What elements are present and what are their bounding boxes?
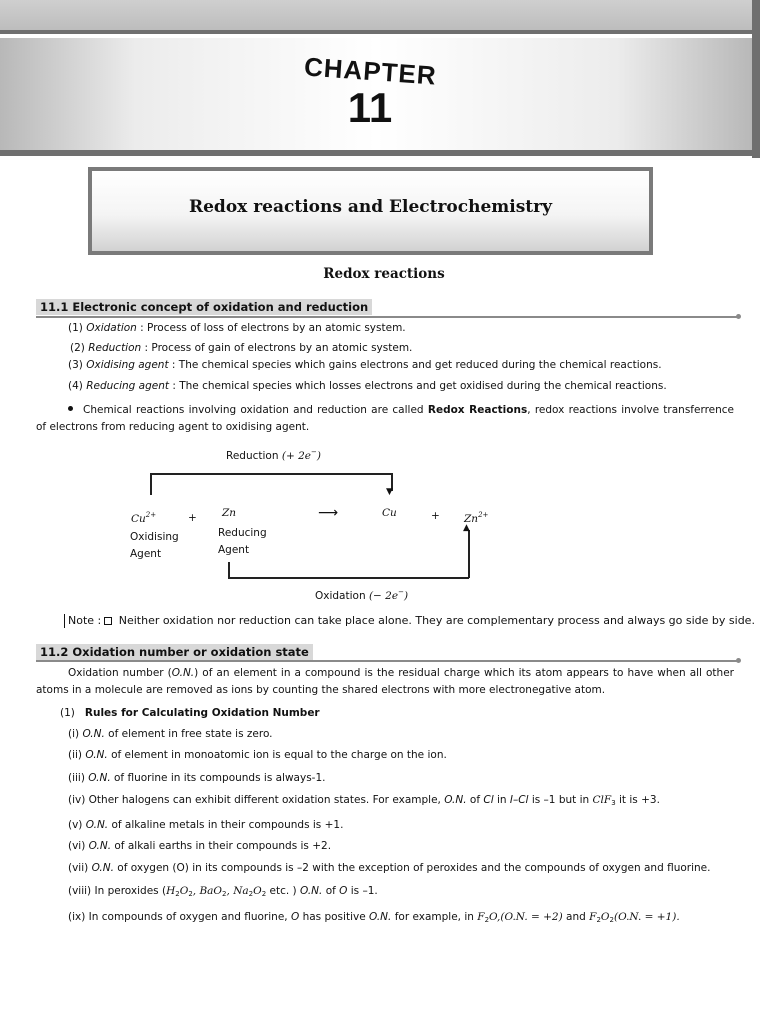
reducing-agent-label: Reducing Agent	[218, 527, 267, 556]
rule-item: (i) O.N. of element in free state is zero.	[68, 728, 273, 740]
section-subheading: Redox reactions	[323, 266, 445, 282]
plus-sign: +	[188, 512, 197, 524]
arrow-up-icon: ▲	[463, 523, 470, 533]
oxidation-bracket-right	[468, 530, 470, 578]
oxidation-bracket-bottom	[228, 577, 469, 579]
reaction-arrow-icon: ⟶	[318, 505, 339, 521]
cu-atom: Cu	[382, 507, 397, 519]
definition-item: (2) Reduction : Process of gain of electrons by an atomic system.	[70, 342, 413, 354]
rule-item: (iii) O.N. of fluorine in its compounds is always-1.	[68, 772, 326, 784]
plus-sign: +	[431, 510, 440, 522]
cu-ion: $Cu^{2+}$	[131, 511, 157, 525]
chapter-number: 11	[347, 84, 393, 131]
band-bottom-rule	[0, 150, 760, 156]
chapter-label: CHAPTER	[302, 51, 438, 91]
chapter-title: Redox reactions and Electrochemistry	[188, 197, 552, 217]
zn-ion: $Zn^{2+}$	[464, 511, 489, 525]
bullet-icon	[68, 406, 73, 411]
section-rule	[36, 660, 738, 662]
note: Note : Neither oxidation nor reduction can take place alone. They are complementary process and always go side by side.	[64, 614, 755, 628]
oxidation-number-definition: Oxidation number (O.N.) of an element in a compound is the residual charge which its atom appears to have when all other atoms in a molecule are removed as ions by counting the shared electrons with more electronegative atom.	[36, 667, 734, 696]
rule-item: (ix) In compounds of oxygen and fluorine, O has positive O.N. for example, in $F_2O,(O.N$. = +2) and $F_2O_2(O.N$. = +1).	[68, 911, 680, 924]
band-edge	[752, 0, 760, 158]
section-heading-11-1: 11.1 Electronic concept of oxidation and reduction	[36, 299, 372, 315]
definition-item: (1) Oxidation : Process of loss of electrons by an atomic system.	[68, 322, 406, 334]
definition-item: (3) Oxidising agent : The chemical species which gains electrons and get reduced during the chemical reactions.	[68, 359, 662, 371]
reduction-label: Reduction (+ 2e−)	[226, 448, 321, 462]
definition-item: (4) Reducing agent : The chemical species which losses electrons and get oxidised during the chemical reactions.	[68, 380, 667, 392]
section-heading-11-2: 11.2 Oxidation number or oxidation state	[36, 644, 313, 660]
rule-item: (vii) O.N. of oxygen (O) in its compounds is –2 with the exception of peroxides and the compounds of oxygen and fluorine.	[68, 862, 711, 874]
arrow-down-icon: ▼	[386, 487, 393, 497]
oxidising-agent-label: Oxidising Agent	[130, 531, 179, 560]
rule-item: (v) O.N. of alkaline metals in their compounds is +1.	[68, 819, 344, 831]
rule-item: (viii) In peroxides ($H_2O_2$, BaO$_2$, $Na_2O_2$ etc. ) O.N. of O is –1.	[68, 885, 378, 898]
reduction-bracket-left	[150, 473, 152, 495]
rule-item: (ii) O.N. of element in monoatomic ion is equal to the charge on the ion.	[68, 749, 447, 761]
rule-item: (iv) Other halogens can exhibit different oxidation states. For example, O.N. of Cl in I–Cl is –1 but in ClF$_3$ it is +3.	[68, 794, 660, 807]
chapter-title-box	[88, 167, 653, 255]
section-rule	[36, 316, 738, 318]
zn-atom: Zn	[222, 507, 237, 519]
oxidation-label: Oxidation (− 2e−)	[315, 588, 409, 602]
reduction-bracket-top	[150, 473, 392, 475]
top-bar	[0, 0, 760, 34]
checkbox-icon	[104, 617, 112, 625]
rule-item: (vi) O.N. of alkali earths in their compounds is +2.	[68, 840, 332, 852]
oxidation-bracket-left	[228, 562, 230, 578]
redox-definition: Chemical reactions involving oxidation and reduction are called Redox Reactions, redox reactions involve transferrence of electrons from reducing agent to oxidising agent.	[36, 404, 735, 433]
rules-heading: (1) Rules for Calculating Oxidation Number	[60, 707, 320, 719]
